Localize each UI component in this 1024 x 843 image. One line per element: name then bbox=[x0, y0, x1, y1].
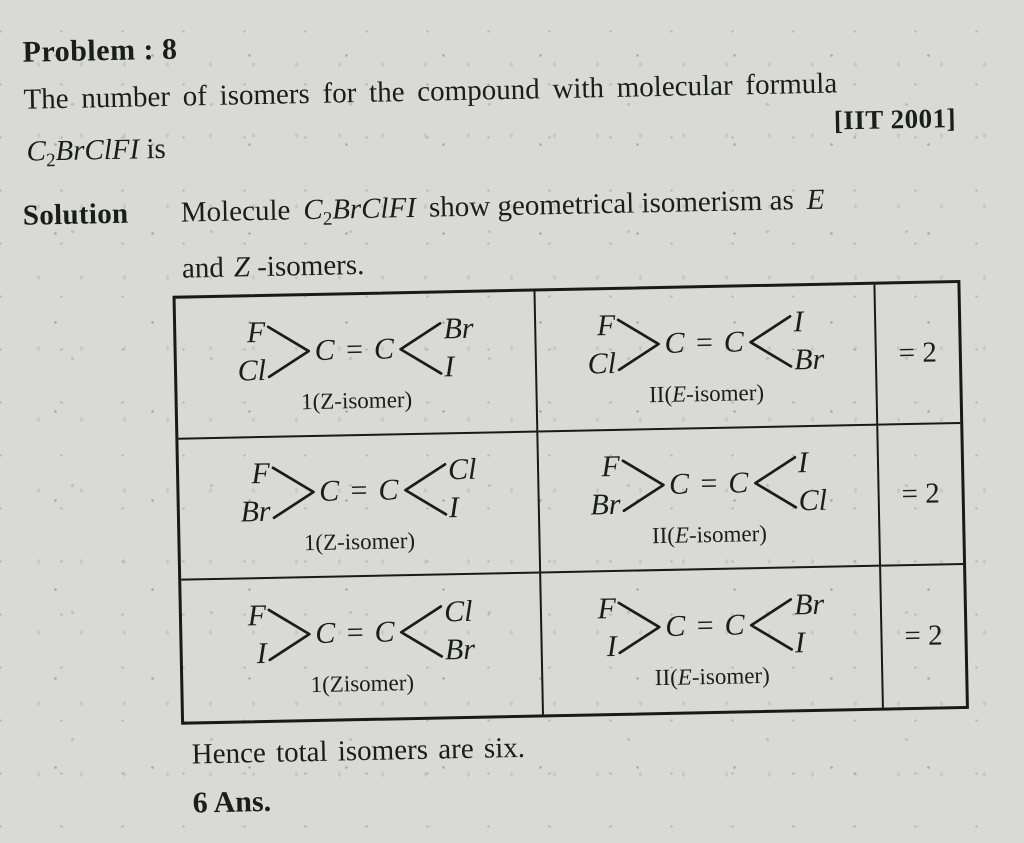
isomer-cell-r1c1 bbox=[176, 292, 539, 440]
bond-vee-right-icon bbox=[748, 593, 795, 656]
bond-vee-left-icon bbox=[615, 312, 662, 375]
bond-vee-left-icon bbox=[270, 460, 317, 523]
formula-line bbox=[26, 132, 167, 172]
isomer-cell-r3c1 bbox=[181, 573, 544, 721]
substituent-top-left: F bbox=[251, 456, 271, 490]
z-isomer-symbol: Z bbox=[233, 251, 251, 284]
bond-vee-right-icon bbox=[752, 451, 799, 514]
bond-vee-left-icon bbox=[616, 596, 663, 659]
isomer-table bbox=[173, 280, 969, 725]
substituent-top-right: I bbox=[793, 304, 804, 338]
isomer-caption: II(E-isomer) bbox=[648, 379, 765, 407]
molecular-formula: $C_2BrClFI$ bbox=[26, 133, 140, 172]
result-cell-r2 bbox=[878, 424, 963, 567]
problem-title: Problem : 8 bbox=[22, 32, 178, 69]
isomer-count: = 2 bbox=[904, 619, 943, 653]
isomer-cell-r1c2 bbox=[535, 285, 878, 433]
isomer-caption: II(E-isomer) bbox=[651, 520, 768, 548]
isomer-cell-r2c2 bbox=[538, 426, 881, 574]
molecule-diagram bbox=[597, 589, 825, 662]
substituent-bottom-right: I bbox=[794, 625, 806, 659]
substituent-top-left: F bbox=[596, 308, 616, 342]
substituent-bottom-right: Cl bbox=[798, 483, 828, 517]
isomer-caption: II(E-isomer) bbox=[654, 662, 770, 690]
solution-label: Solution bbox=[22, 197, 129, 232]
molecule-diagram bbox=[237, 313, 475, 386]
substituent-bottom-left: Br bbox=[240, 494, 271, 528]
e-isomer-symbol: E bbox=[806, 183, 825, 217]
substituent-bottom-right: Br bbox=[444, 632, 476, 666]
isomer-count: = 2 bbox=[898, 336, 938, 370]
problem-statement: The number of isomers for the compound with molecular formula bbox=[23, 67, 838, 116]
solution-line-1: Molecule $C_2BrClFI$ show geometrical isomerism as E bbox=[180, 183, 825, 230]
carbon-double-bond: C = C bbox=[315, 614, 396, 650]
substituent-top-left: F bbox=[601, 449, 621, 483]
substituent-bottom-right: Br bbox=[793, 342, 825, 376]
substituent-top-right: Cl bbox=[443, 594, 473, 628]
carbon-double-bond: C = C bbox=[668, 465, 750, 501]
substituent-top-right: Cl bbox=[447, 452, 477, 486]
result-cell-r3 bbox=[881, 565, 966, 708]
carbon-double-bond: C = C bbox=[314, 331, 396, 367]
isomer-cell-r3c2 bbox=[541, 567, 884, 715]
substituent-bottom-left: Cl bbox=[237, 353, 267, 387]
solution-line-2: and Z -isomers. bbox=[181, 248, 365, 285]
molecular-formula: $C_2BrClFI$ bbox=[303, 191, 417, 230]
carbon-double-bond: C = C bbox=[664, 607, 746, 643]
bond-vee-right-icon bbox=[747, 310, 794, 373]
exam-citation: [IIT 2001] bbox=[833, 103, 957, 136]
result-cell-r1 bbox=[875, 283, 960, 426]
substituent-bottom-right: I bbox=[443, 349, 455, 383]
molecule-diagram bbox=[247, 596, 475, 669]
molecule-diagram bbox=[239, 454, 477, 527]
substituent-bottom-left: Br bbox=[590, 487, 621, 521]
substituent-bottom-right: I bbox=[448, 490, 460, 524]
is-word: is bbox=[146, 132, 167, 166]
isomer-count: = 2 bbox=[901, 477, 940, 511]
bond-vee-right-icon bbox=[397, 317, 444, 380]
substituent-top-right: I bbox=[797, 445, 809, 479]
substituent-bottom-left: Cl bbox=[587, 346, 617, 380]
molecule-diagram bbox=[589, 447, 827, 520]
substituent-top-left: F bbox=[246, 315, 266, 349]
isomer-caption: 1(Z-isomer) bbox=[303, 527, 416, 555]
closing-statement: Hence total isomers are six. bbox=[191, 731, 526, 771]
carbon-double-bond: C = C bbox=[664, 324, 746, 360]
isomer-caption: 1(Zisomer) bbox=[310, 669, 415, 697]
isomer-caption: 1(Z-isomer) bbox=[300, 386, 413, 414]
carbon-double-bond: C = C bbox=[318, 472, 400, 508]
substituent-top-right: Br bbox=[443, 311, 474, 345]
bond-vee-left-icon bbox=[266, 603, 313, 666]
substituent-bottom-left: I bbox=[606, 629, 617, 663]
substituent-bottom-left: I bbox=[256, 636, 268, 670]
bond-vee-left-icon bbox=[265, 320, 312, 383]
bond-vee-right-icon bbox=[402, 458, 449, 521]
substituent-top-left: F bbox=[597, 591, 617, 625]
final-answer: 6 Ans. bbox=[192, 784, 272, 820]
isomer-cell-r2c1 bbox=[178, 432, 541, 580]
substituent-top-left: F bbox=[247, 598, 267, 632]
molecule-diagram bbox=[587, 306, 825, 379]
bond-vee-right-icon bbox=[398, 600, 445, 663]
substituent-top-right: Br bbox=[793, 587, 825, 621]
bond-vee-left-icon bbox=[619, 453, 666, 516]
